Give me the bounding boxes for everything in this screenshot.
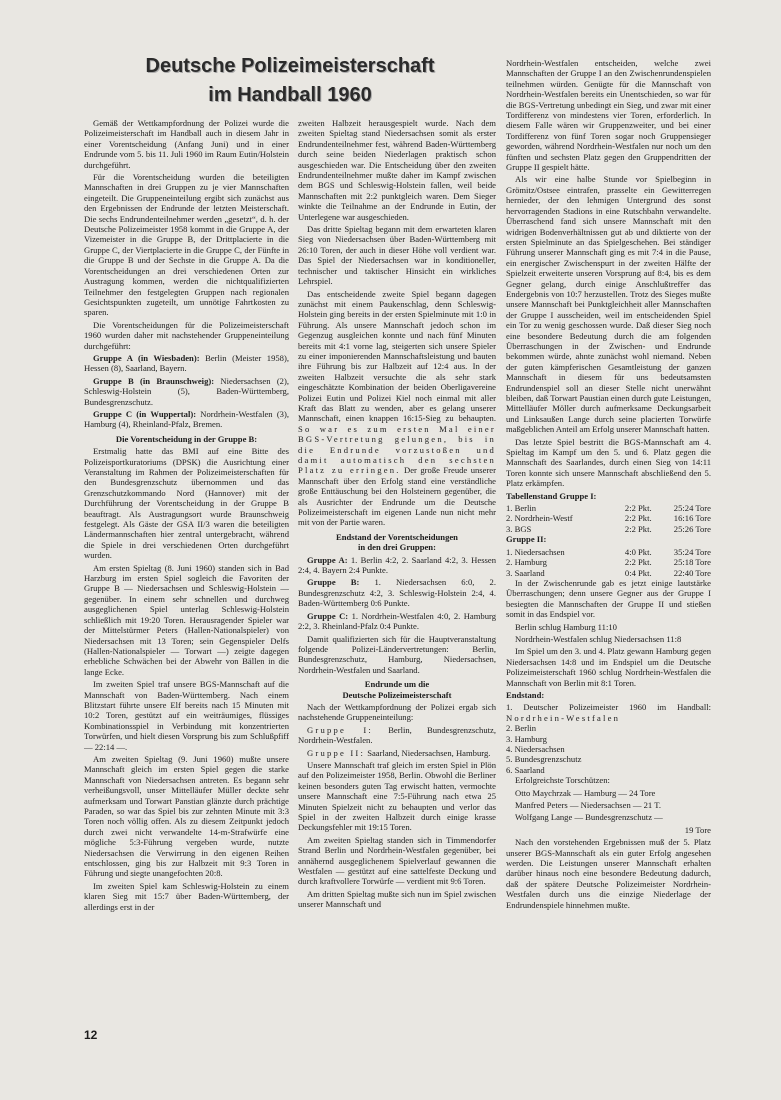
table-heading: Gruppe II: bbox=[506, 534, 547, 545]
final-standings-list bbox=[506, 702, 711, 775]
goals-cell: 16:16 Tore bbox=[673, 513, 711, 524]
group-a-heading: Gruppe A: bbox=[307, 554, 348, 565]
scorer-line-cont: 19 Tore bbox=[684, 824, 711, 835]
heading-line: Deutsche Polizeimeisterschaft bbox=[342, 689, 452, 700]
paragraph: Am zweiten Spieltag (9. Juni 1960) mußte unsere Mannschaft gleich im ersten Spiel gegen die starke Mannschaft von Niedersachsen antreten. Es begann sehr verheißungsvoll, unser Mittelläufer Müller deckte sehr aufmerksam und Torwart Panstian glänzte durch prächtige Paraden, so war das Spiel bis zur zehnten Minute mit 3:3 Toren noch völlig offen. Als zu diesem Zeitpunkt jedoch durch zwei nicht verwandelte 14-m-Strafwürfe eine mögliche 5:3-Führung vergeben wurde, nutzte Niedersachsen die Verwirrung in den eigenen Reihen entschlossen, ging bis zur Halbzeit mit 9:3 Toren in Führung und siegte unangefochten 20:8. bbox=[84, 753, 289, 879]
table-heading: Tabellenstand Gruppe I: bbox=[506, 490, 597, 501]
group-c-heading: Gruppe C: bbox=[307, 610, 349, 621]
group-c-heading: Gruppe C (in Wuppertal): bbox=[93, 408, 197, 419]
paragraph-part: Das entscheidende zweite Spiel begann dagegen zunächst mit einem Paukenschlag, denn Schleswig-Holstein ging bereits in der ersten Spielminute mit 1:0 in Führung. Als unsere Mannschaft jedoch schon im Gegenzug ausgleichen konnte und nach fünf Minuten bereits mit 4:1 vorne lag, steigerten sich unsere Spieler zu einer imponierenden Mannschaftsleistung und bauten ihre Führung bis zur Halbzeit auf 12:4 aus. In der zweiten Halbzeit versuchte die als sehr stark eingeschätzte Kombination der beiden Oberligavereine Polizei Eutin und Polizei Kiel noch einmal mit aller Kraft das Blatt zu wenden, aber es gelang unserer Mannschaft, einen knappen 16:15-Sieg zu behaupten. bbox=[298, 288, 496, 424]
paragraph: Am zweiten Spieltag standen sich in Timmendorfer Strand Berlin und Nordrhein-Westfalen gegenüber, bei annähernd ausgeglichenem Spielverlauf gewannen die Westfalen — gestützt auf eine sattelfeste Deckung und durch kraftvollere Torwürfe — verdient mit 9:6 Toren. bbox=[298, 834, 496, 887]
scorer-line: Otto Maychrzak — Hamburg — 24 Tore bbox=[515, 787, 656, 798]
paragraph: Nach der Wettkampfordnung der Polizei ergab sich nachstehende Gruppeneinteilung: bbox=[298, 701, 496, 723]
points-cell: 2:2 Pkt. bbox=[624, 557, 652, 568]
paragraph: Erstmalig hatte das BMI auf eine Bitte des Polizeisportkuratoriums (DPSK) die Ausrichtung einer Veranstaltung im Rahmen der Polizeimeisterschaften für den Bundesgrenzschutz übernommen und das Grenzschutzkommando Nord (Hannover) mit der Durchführung der Vorentscheidung in der Gruppe B beauftragt. Als Austragungsort wurde Braunschweig festgelegt. Als Gäste der GSA II/3 waren die beteiligten Ländermannschaften hier zentral untergebracht, während die Spiele in drei verschiedenen Orten durchgeführt wurden. bbox=[84, 446, 289, 561]
group-a-result bbox=[298, 555, 496, 576]
group-2-text: Saarland, Niedersachsen, Hamburg. bbox=[365, 747, 491, 758]
group-a-entry bbox=[84, 353, 289, 374]
page-number: 12 bbox=[84, 1028, 98, 1042]
table-row bbox=[506, 524, 711, 534]
section-heading bbox=[298, 679, 496, 700]
group-a-heading: Gruppe A (in Wiesbaden): bbox=[93, 352, 200, 363]
list-item: 5. Bundesgrenzschutz bbox=[506, 754, 582, 765]
paragraph: Für die Vorentscheidung wurden die beteiligten Mannschaften in drei Gruppen zu je vier Mannschaften eingeteilt. Die Gruppeneinteilung ergibt sich zunächst aus den Ergebnissen der Endrunde der letzten Meisterschaft. Die sechs Endrundenteilnehmer werden „gesetzt“, d. h. der Deutsche Polizeimeister 1958 kommt in die Gruppe A, der Vizemeister in die Gruppe B, der Drittplacierte in die Gruppe C, der Viertplacierte in die Gruppe C, der Fünfte in die Gruppe B und der Sechste in die Gruppe A. Da die Vorentscheidungen an drei verschiedenen Orten zur Austragung kommen, werden die nichtqualifizierten Teilnehmer den festgelegten Gruppen nach regionalen Gesichtspunkten zugeteilt, um unnötige Fahrtkosten zu sparen. bbox=[84, 172, 289, 318]
paragraph: Im zweiten Spiel traf unsere BGS-Mannschaft auf die Mannschaft von Baden-Württemberg. Nach einem Blitzstart führte unsere Elf bereits nach 15 Minuten mit 10:2 Toren, gestützt auf ein weiträumiges, flüssiges Kombinationsspiel in Verbindung mit konzentrierten Torwürfen, und hielt diesen Vorsprung bis zum Schlußpfiff — 22:14 —. bbox=[84, 679, 289, 752]
result-line: Nordrhein-Westfalen schlug Niedersachsen 11:8 bbox=[515, 633, 682, 644]
paragraph: Als wir eine halbe Stunde vor Spielbeginn in Grömitz/Ostsee eintrafen, prasselte ein Gewitterregen hernieder, der den lehmigen Untergrund des sonst hervorragenden Stadions in eine Rutschbahn verwandelte. Überraschend fand sich unsere Mannschaft mit den widrigen Bodenverhältnissen gut ab und diktierte von der ersten Spielminute an das Spielgeschehen. Bei ständiger Führung unserer Mannschaft ging es mit 7:4 in die Pause, ein energischer Zwischenspurt in der zweiten Hälfte der Spielzeit erweiterte unseren Vorsprung auf 8:4, bis es dem Gegner gelang, durch einige Anschlußtreffer das Endergebnis von 10:7 herzustellen. Trotz des Sieges mußte unsere Mannschaft bei Punktgleichheit aller Mannschaften der Gruppe I ausscheiden, weil im entscheidenden Spiel ein Tor zu wenig geschossen wurde. Daß dieser Sieg noch eine besondere Bedeutung durch die am folgenden Überraschungen in der Zwischen- und Endrunde bekommen würde, ahnte zunächst wohl niemand. Neben der guten kämpferischen Gesamtleistung der ganzen Mannschaft in diesem für uns bedeutsamsten Endrundenspiel soll an dieser Stelle nicht unerwähnt bleiben, daß Torwart Paustian einen durch gute Leistungen, Mittelläufer Möller durch aufmerksame Deckungsarbeit und Linksaußen Lange durch seine placierten Torwürfe maßgeblichen Anteil am Erfolg unserer Mannschaft hatten. bbox=[506, 174, 711, 435]
goals-cell: 25:24 Tore bbox=[673, 503, 711, 514]
paragraph bbox=[298, 289, 496, 528]
paragraph-part: Der große Freude unserer Mannschaft über den Erfolg stand eine verständliche große Enttäuschung bei den Holsteinern gegenüber, die als Ausrichter der Endrunde um die Deutsche Polizeimeisterschaft im eigenen Lande nun nicht mehr mit von der Partie waren. bbox=[298, 465, 496, 528]
paragraph: Nordrhein-Westfalen entscheiden, welche zwei Mannschaften der Gruppe I an den Zwischenrundenspielen teilnehmen würden. Genügte für die Mannschaft von Nordrhein-Westfalen bereits ein Unentschieden, so war für die BGS-Vertretung unbedingt ein Sieg, und zwar mit einer Tordifferenz von mindestens vier Toren, erforderlich. In diesem Falle wären wir Gruppenzweiter, und bei einer Tordifferenz von fünf Toren sogar noch Gruppensieger geworden, während Nordrhein-Westfalen nur noch um den fünften und sechsten Platz gegen den Gruppendritten der Gruppe II gespielt hätte. bbox=[506, 58, 711, 173]
group-2-entry bbox=[298, 748, 496, 758]
result-line: Berlin schlug Hamburg 11:10 bbox=[515, 621, 617, 632]
group-b-heading: Gruppe B (in Braunschweig): bbox=[93, 375, 215, 386]
paragraph: zweiten Halbzeit herausgespielt wurde. Nach dem zweiten Spieltag stand Niedersachsen somit als erster Endrundenteilnehmer fest, während Baden-Württemberg durch seine beiden Niederlagen praktisch schon ausgeschieden war. Die Entscheidung über den zweiten Endrundenteilnehmer mußte daher im Kampf zwischen dem BGS und Schleswig-Holstein fallen, weil beide Mannschaften mit 2:2 punktgleich waren. Dem Sieger winkte die Teilnahme an der Endrunde in Eutin, der Unterlegene war ausgeschieden. bbox=[298, 118, 496, 222]
paragraph: Am dritten Spieltag mußte sich nun im Spiel zwischen unserer Mannschaft und bbox=[298, 888, 496, 910]
table-row bbox=[506, 568, 711, 578]
table-row bbox=[506, 513, 711, 523]
points-cell: 2:2 Pkt. bbox=[624, 523, 652, 534]
scorers-heading: Erfolgreichste Torschützen: bbox=[515, 775, 610, 786]
table-row bbox=[506, 557, 711, 567]
title-line-2: im Handball 1960 bbox=[208, 84, 372, 106]
paragraph: Gemäß der Wettkampfordnung der Polizei wurde die Polizeimeisterschaft im Handball auch in diesem Jahr in einer Vorentscheidung (Anfang Juni) und in einer Endrunde vom 5. bis 11. Juli 1960 im Raum Eutin/Holstein durchgeführt. bbox=[84, 118, 289, 170]
list-item: 4. Niedersachsen bbox=[506, 744, 565, 754]
group-b-heading: Gruppe B: bbox=[307, 577, 360, 588]
column-1 bbox=[84, 118, 289, 1018]
group-a-text: 1. Berlin 4:2, 2. Saarland 4:2, 3. Hessen 2:4, 4. Bayern 2:4 Punkte. bbox=[298, 554, 496, 576]
group-c-result bbox=[298, 611, 496, 632]
group-2-table bbox=[506, 547, 711, 578]
heading-line: Endstand der Vorentscheidungen bbox=[336, 531, 458, 542]
group-2-heading: Gruppe II: bbox=[307, 747, 366, 758]
scorer-line: Manfred Peters — Niedersachsen — 21 T. bbox=[515, 800, 661, 811]
paragraph: Am ersten Spieltag (8. Juni 1960) standen sich in Bad Harzburg im ersten Spiel sogleich die Favoriten der Gruppe B — Niedersachsen und Schleswig-Holstein — gegenüber. In einem sehr schnellen und durchweg ausgeglichenen Spiel unterlag Schleswig-Holstein schließlich mit 19:20 Toren. Herausragender Spieler war der Mittelstürmer Peters (Hallen-Nationalspieler) von Niedersachsen mit 13 Toren; sein Gegenspieler Delfs (Hallen-Nationalspieler — Torwart —) zeigte dagegen erhebliche Schwächen bei der Abwehr von Bällen in die lange Ecke. bbox=[84, 562, 289, 677]
points-cell: 0:4 Pkt. bbox=[624, 567, 652, 578]
list-item: 6. Saarland bbox=[506, 764, 545, 775]
team-cell: 1. Berlin bbox=[506, 503, 537, 514]
group-c-text: Nordrhein-Westfalen (3), Hamburg (4), Rheinland-Pfalz, Bremen. bbox=[84, 408, 289, 430]
group-c-entry bbox=[84, 409, 289, 430]
group-1-heading: Gruppe I: bbox=[307, 724, 374, 735]
group-c-text: 1. Nordrhein-Westfalen 4:0, 2. Hamburg 2:2, 3. Rheinland-Pfalz 0:4 Punkte. bbox=[298, 610, 496, 632]
section-heading: Die Vorentscheidung in der Gruppe B: bbox=[115, 433, 258, 444]
points-cell: 2:2 Pkt. bbox=[624, 503, 652, 514]
heading-line: Endrunde um die bbox=[364, 679, 430, 690]
section-heading bbox=[298, 532, 496, 553]
group-b-entry bbox=[84, 376, 289, 407]
team-cell: 2. Hamburg bbox=[506, 557, 547, 568]
group-b-text: Niedersachsen (2), Schleswig-Holstein (5), Baden-Württemberg, Bundesgrenzschutz. bbox=[84, 375, 289, 407]
team-cell: 1. Niedersachsen bbox=[506, 546, 565, 557]
paragraph: Die Vorentscheidungen für die Polizeimeisterschaft 1960 wurden daher mit nachstehender Gruppeneinteilung durchgeführt: bbox=[84, 319, 289, 351]
list-item: 2. Berlin bbox=[506, 723, 537, 734]
column-2 bbox=[298, 118, 496, 1038]
group-b-result bbox=[298, 577, 496, 608]
list-item: 3. Hamburg bbox=[506, 733, 547, 744]
list-item bbox=[506, 702, 711, 723]
goals-cell: 25:26 Tore bbox=[673, 523, 711, 534]
goals-cell: 25:18 Tore bbox=[673, 557, 711, 568]
group-1-entry bbox=[298, 725, 496, 746]
paragraph: Damit qualifizierten sich für die Hauptveranstaltung folgende Polizei-Ländervertretungen: Berlin, Bundesgrenzschutz, Hamburg, Niedersachsen, Nordrhein-Westfalen und Saarland. bbox=[298, 633, 496, 675]
team-cell: 3. BGS bbox=[506, 523, 532, 534]
scorer-line: Wolfgang Lange — Bundesgrenzschutz — bbox=[515, 812, 663, 823]
table-row bbox=[506, 547, 711, 557]
group-1-text: Berlin, Bundesgrenzschutz, Nordrhein-Westfalen. bbox=[298, 724, 496, 746]
article-title bbox=[130, 52, 450, 110]
paragraph: Im Spiel um den 3. und 4. Platz gewann Hamburg gegen Niedersachsen 14:8 und im Endspiel um die Deutsche Polizeimeisterschaft 1960 schlug Nordrhein-Westfalen die Mannschaft von Berlin mit 8:1 Toren. bbox=[506, 646, 711, 688]
points-cell: 2:2 Pkt. bbox=[624, 513, 652, 524]
champion-name: Nordrhein-Westfalen bbox=[506, 712, 621, 723]
heading-line: in den drei Gruppen: bbox=[358, 542, 436, 553]
title-line-1: Deutsche Polizeimeisterschaft bbox=[145, 55, 435, 77]
group-b-text: 1. Niedersachsen 6:0, 2. Bundesgrenzschutz 4:2, 3. Schleswig-Holstein 2:4, 4. Baden-Württemberg 0:6 Punkte. bbox=[298, 577, 496, 609]
team-cell: 3. Saarland bbox=[506, 567, 545, 578]
goals-cell: 22:40 Tore bbox=[673, 567, 711, 578]
group-a-text: Berlin (Meister 1958), Hessen (8), Saarland, Bayern. bbox=[84, 352, 289, 374]
paragraph: Nach den vorstehenden Ergebnissen muß der 5. Platz unserer BGS-Mannschaft als ein guter Erfolg angesehen werden. Die Leistungen unserer Mannschaft erhalten darüber hinaus noch eine besondere Bedeutung dadurch, daß der spätere Deutsche Polizeimeister Nordrhein-Westfalen durch uns die einzige Niederlage der Endrundenspiele hinnehmen mußte. bbox=[506, 837, 711, 910]
group-1-table bbox=[506, 503, 711, 534]
column-3 bbox=[506, 58, 711, 1018]
paragraph: Das letzte Spiel bestritt die BGS-Mannschaft am 4. Spieltag im Kampf um den 5. und 6. Platz gegen die Mannschaft des Saarlandes, durch einen Sieg von 14:11 Toren konnte sich unsere Mannschaft abschließend den 5. Platz erkämpfen. bbox=[506, 436, 711, 489]
spaced-emphasis: So war es zum ersten Mal einer BGS-Vertretung gelungen, bis in die Endrunde vorzustoßen und damit automatisch den sechsten Platz zu erringen. bbox=[298, 423, 496, 476]
paragraph: In der Zwischenrunde gab es jetzt einige lautstärke Überraschungen; denn unsere Gegner aus der Gruppe I besiegten die Mannschaften der Gruppe II und stießen somit in das Endspiel vor. bbox=[506, 577, 711, 620]
points-cell: 4:0 Pkt. bbox=[624, 546, 652, 557]
team-cell: 2. Nordrhein-Westf bbox=[506, 513, 573, 524]
goals-cell: 35:24 Tore bbox=[673, 546, 711, 557]
table-row bbox=[506, 503, 711, 513]
paragraph: Unsere Mannschaft traf gleich im ersten Spiel in Plön auf den Polizeimeister 1958, Berlin. Obwohl die Berliner keinen besonders guten Tag erwischt hatten, vermochte unsere Mannschaft eine 7:5-Führung nach etwa 25 Minuten Spielzeit nicht zu behaupten und verlor das Spiel in der zweiten Halbzeit durch einige krasse Deckungsfehler mit 19:15 Toren. bbox=[298, 759, 496, 833]
paragraph: Das dritte Spieltag begann mit dem erwarteten klaren Sieg von Niedersachsen über Baden-Württemberg mit 26:10 Toren, der auch in dieser Höhe voll verdient war. Das Spiel der Niedersachsen war in konditioneller, technischer und taktischer Hinsicht ein wirkliches Lehrspiel. bbox=[298, 224, 496, 287]
final-standings-heading: Endstand: bbox=[506, 689, 545, 700]
paragraph: Im zweiten Spiel kam Schleswig-Holstein zu einem klaren Sieg mit 15:7 über Baden-Württemberg, der allerdings erst in der bbox=[84, 880, 289, 912]
list-item-text: 1. Deutscher Polizeimeister 1960 im Handball: bbox=[506, 702, 711, 713]
